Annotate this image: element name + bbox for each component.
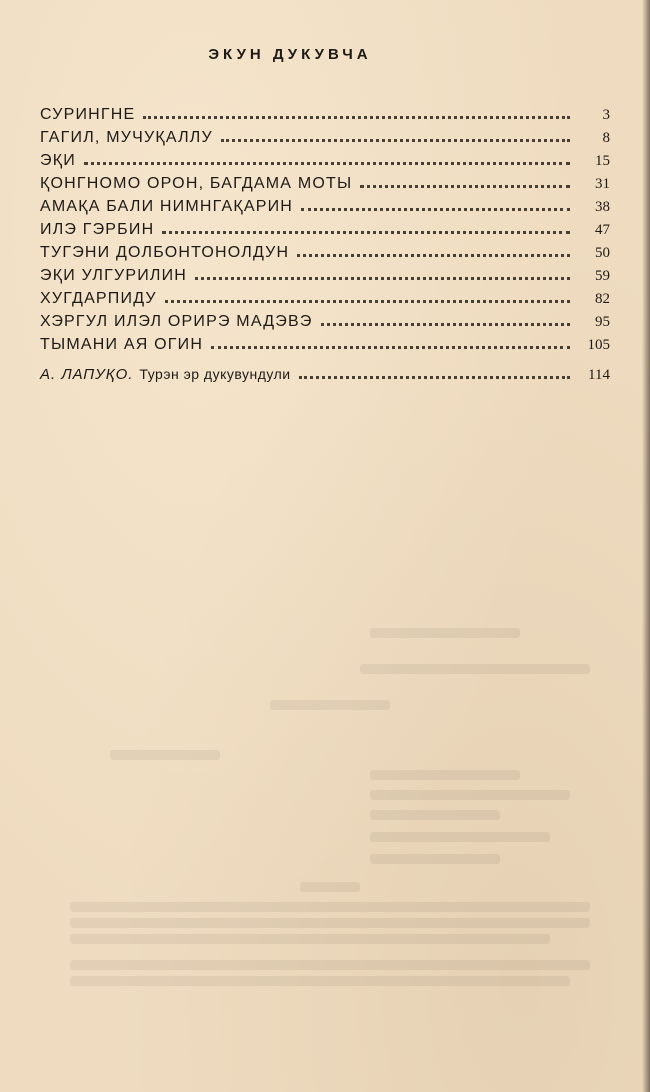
toc-entry-title: ХУГДАРПИДУ [40,290,157,307]
dot-leader [360,185,570,188]
toc-entry-page: 8 [602,130,610,146]
toc-entry-page: 15 [595,153,610,169]
toc-entry-page: 47 [595,222,610,238]
toc-entry [40,103,610,126]
toc-entry-title: ХЭРГУЛ ИЛЭЛ ОРИРЭ МАДЭВЭ [40,313,313,330]
page-edge-shadow [642,0,650,1092]
toc-entry-title: ЭҚИ [40,152,76,169]
dot-leader [84,162,570,165]
show-through-imprint [70,620,590,1000]
toc-entry [40,149,610,172]
dot-leader [297,254,570,257]
dot-leader [221,139,570,142]
toc-entry-title: ЭҚИ УЛГУРИЛИН [40,267,188,284]
dot-leader [162,231,570,234]
toc-entry [40,310,610,333]
toc-entry [40,172,610,195]
toc-entry-page: 3 [602,107,610,123]
toc-entry-page: 59 [595,268,610,284]
toc-entry [40,218,610,241]
afterword-title: Турэн эр дукувундули [139,366,291,382]
toc-entry-page: 31 [595,176,610,192]
table-of-contents [40,103,610,386]
dot-leader [211,346,570,349]
contents-heading: ЭКУН ДУКУВЧА [208,46,372,63]
toc-entry [40,195,610,218]
toc-entry-title: ИЛЭ ГЭРБИН [40,221,155,238]
toc-entry [40,126,610,149]
toc-entry [40,241,610,264]
toc-entry [40,287,610,310]
dot-leader [299,376,570,379]
toc-entry-title: ҚОНГНОМО ОРОН, БАГДАМА МОТЫ [40,175,353,192]
toc-afterword-entry [40,363,610,386]
toc-entry-title: ГАГИЛ, МУЧУҚАЛЛУ [40,129,213,146]
toc-entry-page: 95 [595,314,610,330]
dot-leader [195,277,570,280]
toc-entry-title: СУРИНГНЕ [40,106,136,123]
toc-entry-title: ТУГЭНИ ДОЛБОНТОНОЛДУН [40,244,290,261]
dot-leader [301,208,570,211]
dot-leader [165,300,570,303]
toc-entry [40,264,610,287]
toc-entry-page: 82 [595,291,610,307]
dot-leader [143,116,570,119]
toc-entry-page: 105 [587,337,610,353]
toc-entry-page: 38 [595,199,610,215]
afterword-page: 114 [588,367,610,383]
toc-entry-title: ТЫМАНИ АЯ ОГИН [40,336,204,353]
toc-entry [40,333,610,356]
toc-entry-title: АМАҚА БАЛИ НИМНГАҚАРИН [40,198,294,215]
dot-leader [321,323,570,326]
afterword-author: А. ЛАПУҚО. [40,366,134,383]
toc-entry-page: 50 [595,245,610,261]
